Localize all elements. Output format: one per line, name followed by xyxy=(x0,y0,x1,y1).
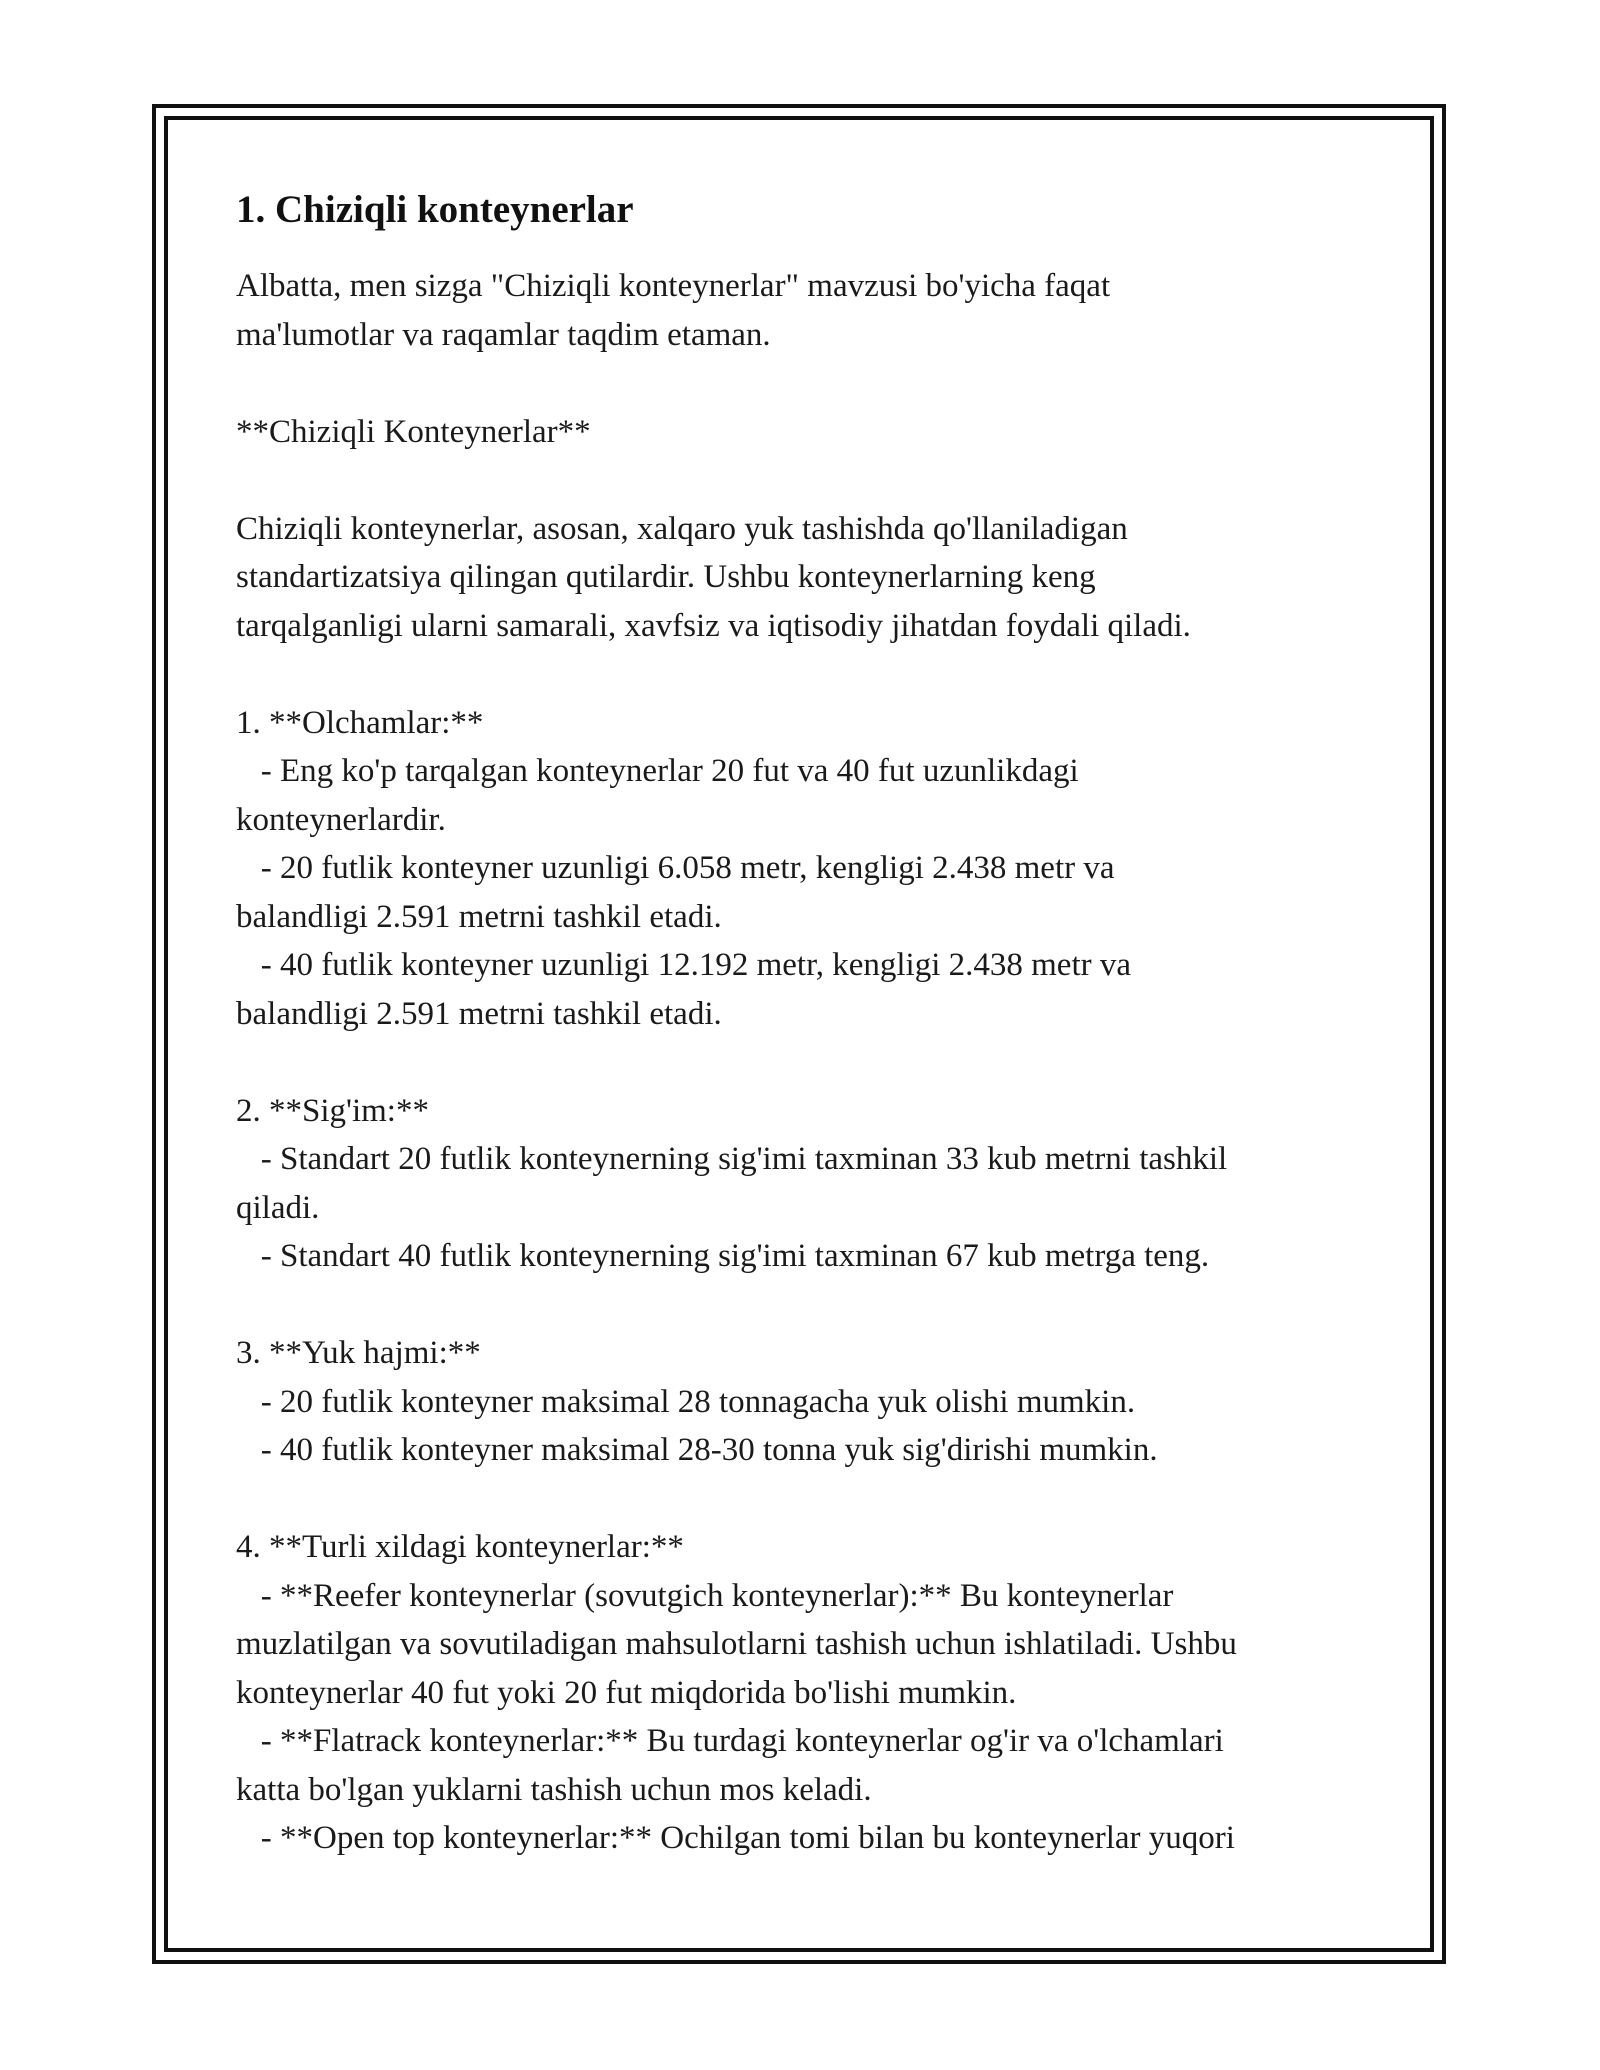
paragraph-spacer xyxy=(236,359,1366,408)
paragraph-spacer xyxy=(236,1038,1366,1087)
intro-paragraph: Albatta, men sizga "Chiziqli konteynerlar" mavzusi bo'yicha faqat ma'lumotlar va raqamlar taqdim etaman. xyxy=(236,268,1111,353)
paragraph-spacer xyxy=(236,1281,1366,1330)
load-section: 3. **Yuk hajmi:** - 20 futlik konteyner maksimal 28 tonnagacha yuk olishi mumkin. - 40 futlik konteyner maksimal 28-30 tonna yuk sig'dirishi mumkin. xyxy=(236,1335,1158,1468)
paragraph-spacer xyxy=(236,456,1366,505)
overview-paragraph: Chiziqli konteynerlar, asosan, xalqaro yuk tashishda qo'llaniladigan standartizatsiya qilingan qutilardir. Ushbu konteynerlarning keng tarqalganligi ularni samarali, xavfsiz va iqtisodiy jihatdan foydali qiladi. xyxy=(236,510,1191,644)
section-heading: **Chiziqli Konteynerlar** xyxy=(236,413,591,450)
document-body xyxy=(236,186,1366,1863)
capacity-section: 2. **Sig'im:** - Standart 20 futlik konteynerning sig'imi taxminan 33 kub metrni tashkil qiladi. - Standart 40 futlik konteynerning sig'imi taxminan 67 kub metrga teng. xyxy=(236,1092,1228,1274)
container-types-section: 4. **Turli xildagi konteynerlar:** - **Reefer konteynerlar (sovutgich konteynerlar):** Bu konteynerlar muzlatilgan va sovutiladigan mahsulotlarni tashish uchun ishlatiladi. Ushbu konteynerlar 40 fut yoki 20 fut miqdorida bo'lishi mumkin. - **Flatrack konteynerlar:** Bu turdagi konteynerlar og'ir va o'lchamlari katta bo'lgan yuklarni tashish uchun mos keladi. - **Open top konteynerlar:** Ochilgan tomi bilan bu konteynerlar yuqori xyxy=(236,1529,1237,1856)
paragraph-spacer xyxy=(236,650,1366,699)
dimensions-section: 1. **Olchamlar:** - Eng ko'p tarqalgan konteynerlar 20 fut va 40 fut uzunlikdagi konteynerlardir. - 20 futlik konteyner uzunligi 6.058 metr, kengligi 2.438 metr va balandligi 2.591 metrni tashkil etadi. - 40 futlik konteyner uzunligi 12.192 metr, kengligi 2.438 metr va balandligi 2.591 metrni tashkil etadi. xyxy=(236,704,1132,1032)
paragraph-spacer xyxy=(236,1475,1366,1524)
document-title: 1. Chiziqli konteynerlar xyxy=(236,188,634,231)
